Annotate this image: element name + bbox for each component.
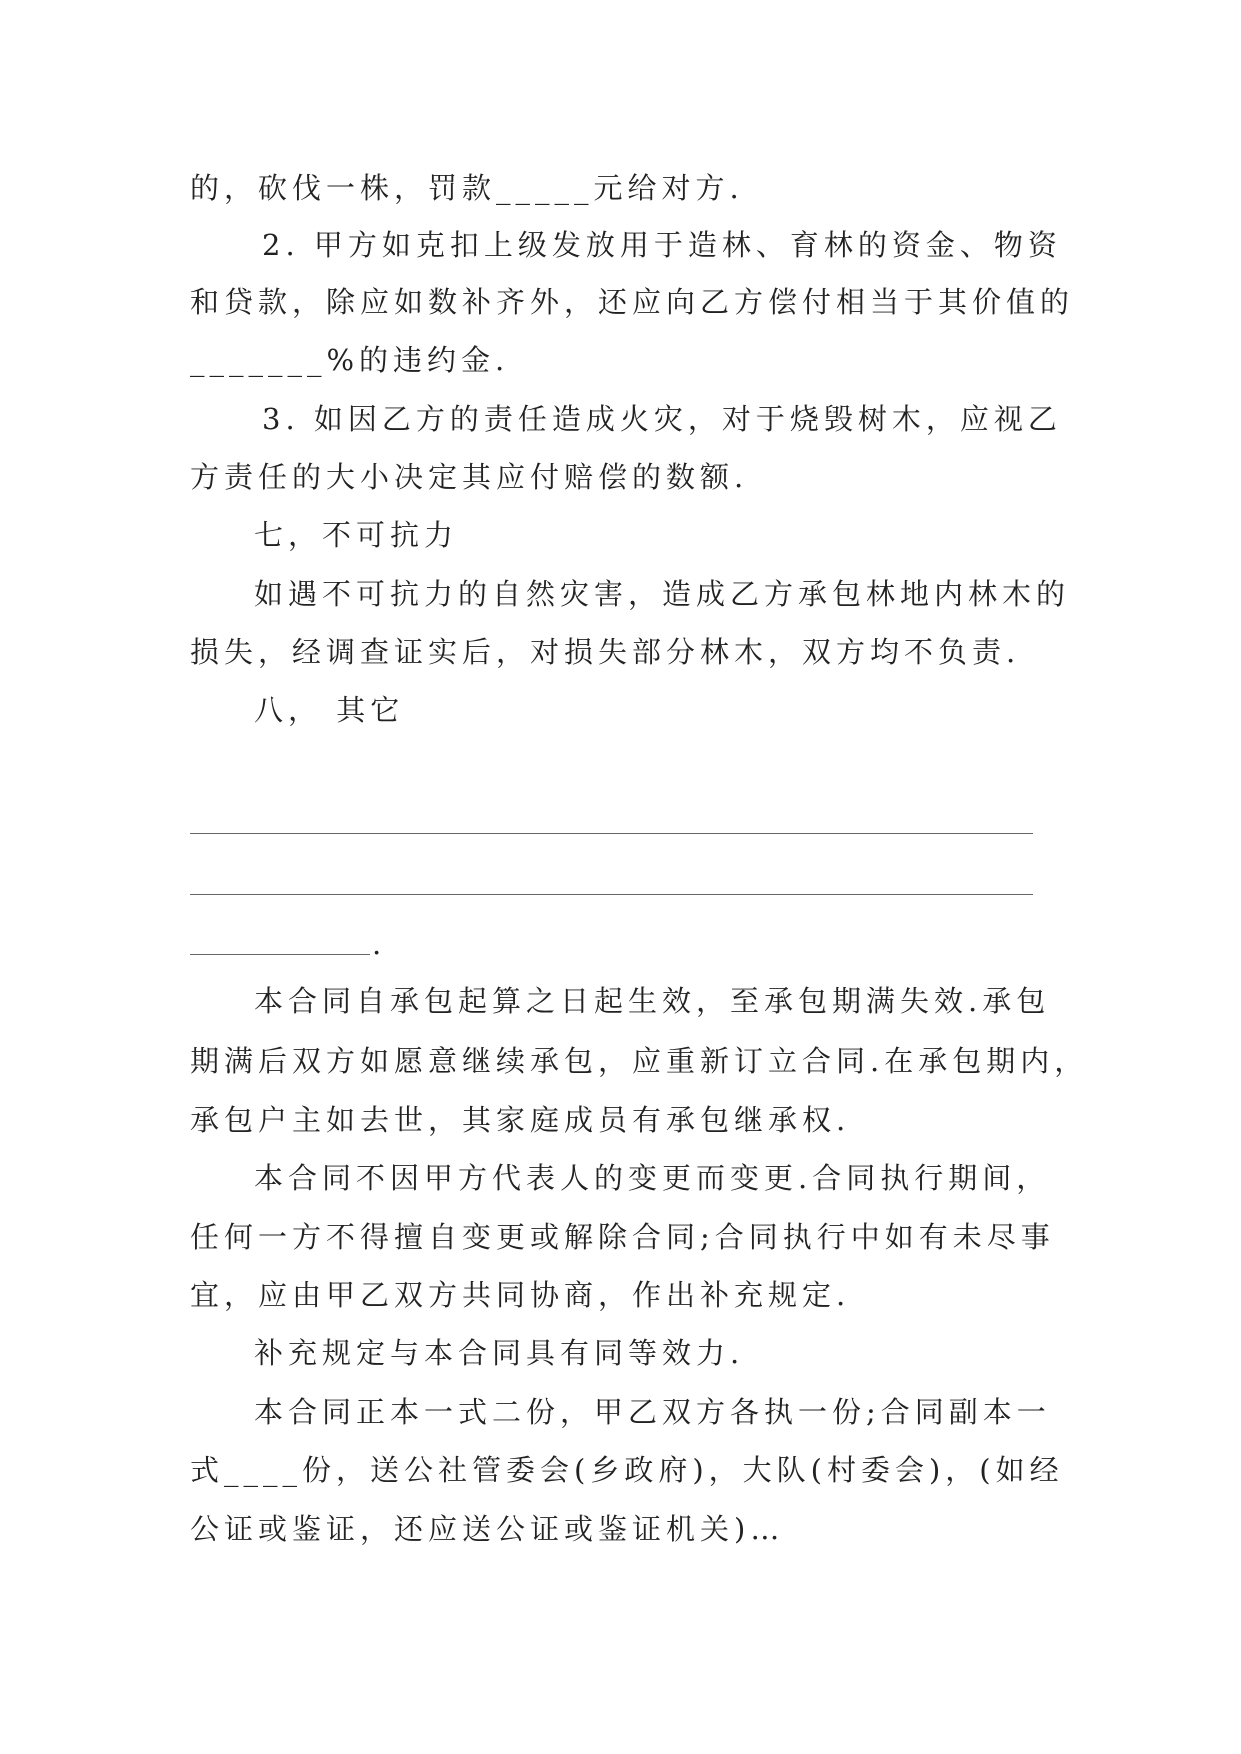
- text-line-3: 和贷款，除应如数补齐外，还应向乙方偿付相当于其价值的: [190, 285, 1075, 319]
- blank-end-period: .: [372, 927, 382, 961]
- text-line-18: 本合同正本一式二份，甲乙双方各执一份;合同副本一: [254, 1395, 1051, 1429]
- text-line-12: 期满后双方如愿意继续承包，应重新订立合同.在承包期内，: [190, 1044, 1089, 1078]
- text-line-11: 本合同自承包起算之日起生效，至承包期满失效.承包: [254, 984, 1051, 1018]
- text-line-9: 损失，经调查证实后，对损失部分林木，双方均不负责.: [190, 635, 1021, 669]
- text-line-20: 公证或鉴证，还应送公证或鉴证机关)…: [190, 1512, 785, 1546]
- blank-fill-line-1: [190, 833, 1033, 834]
- section-heading-force-majeure: 七，不可抗力: [254, 518, 459, 552]
- text-line-6: 方责任的大小决定其应付赔偿的数额.: [190, 460, 749, 494]
- text-line-4: _______%的违约金.: [190, 343, 510, 377]
- text-line-2: 2. 甲方如克扣上级发放用于造林、育林的资金、物资: [262, 228, 1062, 262]
- text-line-13: 承包户主如去世，其家庭成员有承包继承权.: [190, 1103, 851, 1137]
- text-line-5: 3. 如因乙方的责任造成火灾，对于烧毁树木，应视乙: [262, 402, 1062, 436]
- section-heading-other: 八， 其它: [254, 693, 405, 727]
- blank-fill-line-2: [190, 894, 1033, 895]
- blank-fill-line-3: [190, 954, 370, 955]
- text-line-15: 任何一方不得擅自变更或解除合同;合同执行中如有未尽事: [190, 1220, 1055, 1254]
- text-line-16: 宜，应由甲乙双方共同协商，作出补充规定.: [190, 1278, 851, 1312]
- text-line-14: 本合同不因甲方代表人的变更而变更.合同执行期间，: [254, 1161, 1051, 1195]
- text-line-17: 补充规定与本合同具有同等效力.: [254, 1336, 745, 1370]
- text-line-8: 如遇不可抗力的自然灾害，造成乙方承包林地内林木的: [254, 577, 1071, 611]
- text-line-19: 式____份，送公社管委会(乡政府)，大队(村委会)，(如经: [190, 1453, 1064, 1487]
- text-line-1: 的，砍伐一株，罚款_____元给对方.: [190, 171, 744, 205]
